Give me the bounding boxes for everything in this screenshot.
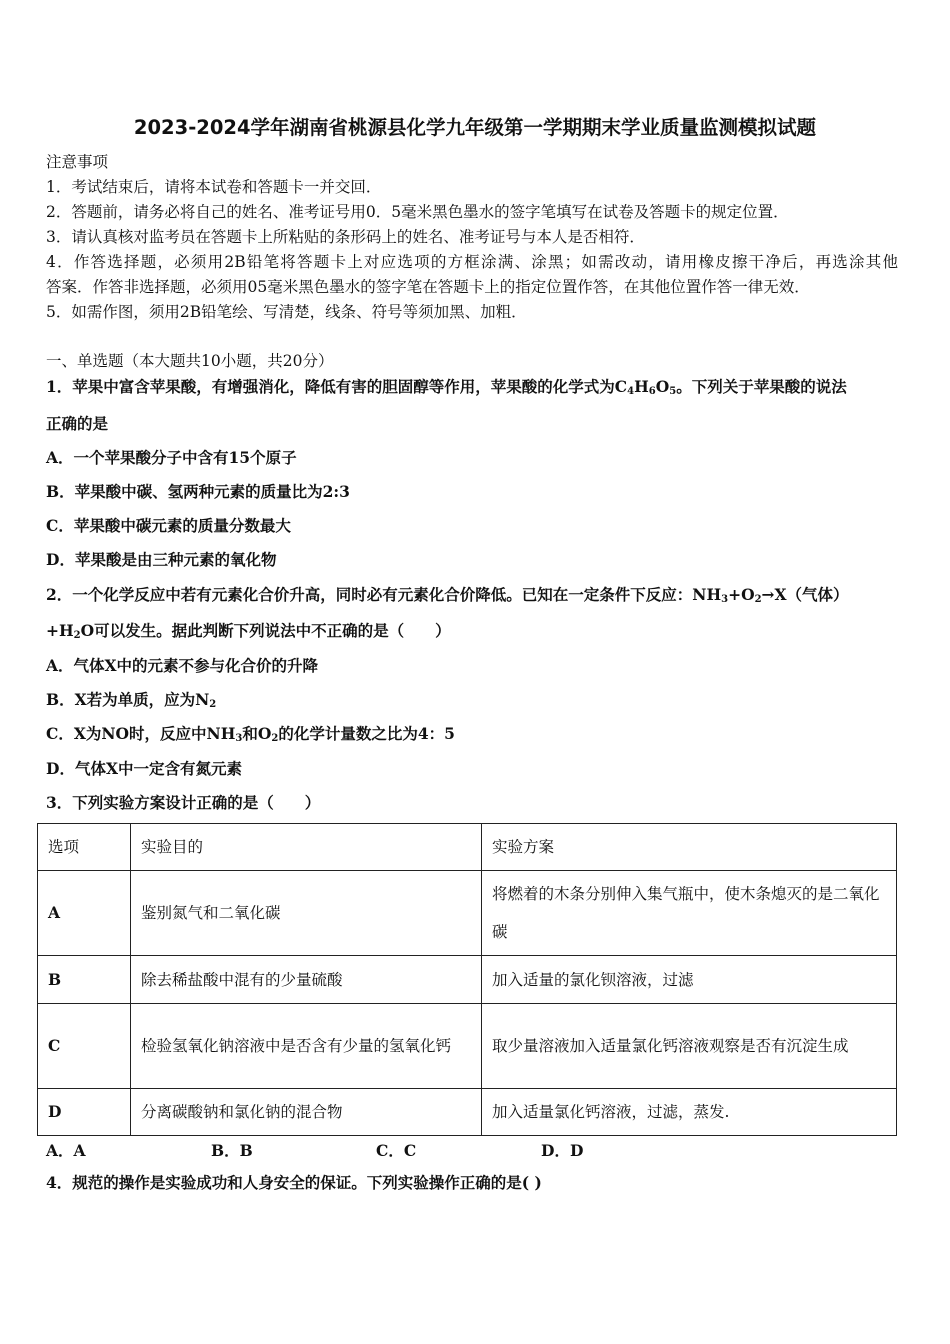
table-cell: 鉴别氮气和二氧化碳 (131, 871, 482, 956)
table-header-cell: 实验目的 (131, 824, 482, 871)
table-header-cell: 实验方案 (482, 824, 897, 871)
table-row (38, 871, 897, 956)
question-1-option-d: D．苹果酸是由三种元素的氧化物 (46, 550, 277, 569)
table-header-row (38, 824, 897, 871)
page-title: 2023-2024学年湖南省桃源县化学九年级第一学期期末学业质量监测模拟试题 (133, 116, 817, 139)
question-2-stem: 2．一个化学反应中若有元素化合价升高，同时必有元素化合价降低。已知在一定条件下反应：$NH_3+O_2\to X$（气体） (46, 585, 849, 605)
table-cell: B (38, 956, 131, 1004)
question-1-stem: 1．苹果中富含苹果酸，有增强消化，降低有害的胆固醇等作用，苹果酸的化学式为$C_4H_6O_5$。下列关于苹果酸的说法 (46, 377, 847, 397)
table-cell: 检验氢氧化钠溶液中是否含有少量的氢氧化钙 (131, 1004, 482, 1089)
question-3-option-c: C．C (376, 1141, 417, 1160)
question-1-option-a: A．一个苹果酸分子中含有15个原子 (46, 448, 297, 467)
experiment-table (37, 823, 897, 1136)
notice-item: 3．请认真核对监考员在答题卡上所粘贴的条形码上的姓名、准考证号与本人是否相符． (46, 228, 645, 246)
question-3-stem: 3．下列实验方案设计正确的是（ ） (46, 793, 321, 812)
notice-item: 1．考试结束后，请将本试卷和答题卡一并交回． (46, 178, 382, 196)
question-3-option-d: D．D (541, 1141, 584, 1160)
question-2-option-d: D．气体X中一定含有氮元素 (46, 759, 242, 778)
table-row (38, 956, 897, 1004)
question-2-option-a: A．气体X中的元素不参与化合价的升降 (46, 656, 319, 675)
table-cell: 将燃着的木条分别伸入集气瓶中，使木条熄灭的是二氧化碳 (482, 871, 897, 956)
question-3-options (46, 1139, 706, 1161)
section-heading: 一、单选题（本大题共10小题，共20分） (46, 352, 334, 370)
table-cell: C (38, 1004, 131, 1089)
table-row (38, 1004, 897, 1089)
table-row (38, 1089, 897, 1136)
question-4-stem: 4．规范的操作是实验成功和人身安全的保证。下列实验操作正确的是( ) (46, 1173, 542, 1192)
question-1-option-b: B．苹果酸中碳、氢两种元素的质量比为2:3 (46, 482, 350, 501)
table-header-cell: 选项 (38, 824, 131, 871)
notice-item: 5．如需作图，须用2B铅笔绘、写清楚，线条、符号等须加黑、加粗． (46, 303, 527, 321)
notice-item: 答案．作答非选择题，必须用05毫米黑色墨水的签字笔在答题卡上的指定位置作答，在其他位置作答一律无效． (46, 278, 810, 296)
question-2-stem-cont: $+H_2O$可以发生。据此判断下列说法中不正确的是（ ） (46, 621, 451, 641)
question-1-option-c: C．苹果酸中碳元素的质量分数最大 (46, 516, 291, 535)
table-cell: 除去稀盐酸中混有的少量硫酸 (131, 956, 482, 1004)
table-cell: A (38, 871, 131, 956)
question-2-option-c: C．X为NO时，反应中$NH_3$和$O_2$的化学计量数之比为4：5 (46, 724, 455, 744)
question-3-option-b: B．B (211, 1141, 253, 1160)
table-cell: 加入适量的氯化钡溶液，过滤 (482, 956, 897, 1004)
notice-item: 4．作答选择题，必须用2B铅笔将答题卡上对应选项的方框涂满、涂黑；如需改动，请用橡皮擦干净后，再选涂其他 (46, 253, 898, 271)
notice-item: 2．答题前，请务必将自己的姓名、准考证号用0．5毫米黑色墨水的签字笔填写在试卷及答题卡的规定位置． (46, 203, 789, 221)
question-2-option-b: B．X若为单质，应为$N_2$ (46, 690, 217, 710)
table-cell: D (38, 1089, 131, 1136)
question-3-option-a: A．A (46, 1141, 86, 1160)
table-cell: 取少量溶液加入适量氯化钙溶液观察是否有沉淀生成 (482, 1004, 897, 1089)
question-1-stem-cont: 正确的是 (46, 414, 109, 433)
table-cell: 加入适量氯化钙溶液，过滤，蒸发. (482, 1089, 897, 1136)
table-cell: 分离碳酸钠和氯化钠的混合物 (131, 1089, 482, 1136)
notice-heading: 注意事项 (46, 153, 109, 171)
